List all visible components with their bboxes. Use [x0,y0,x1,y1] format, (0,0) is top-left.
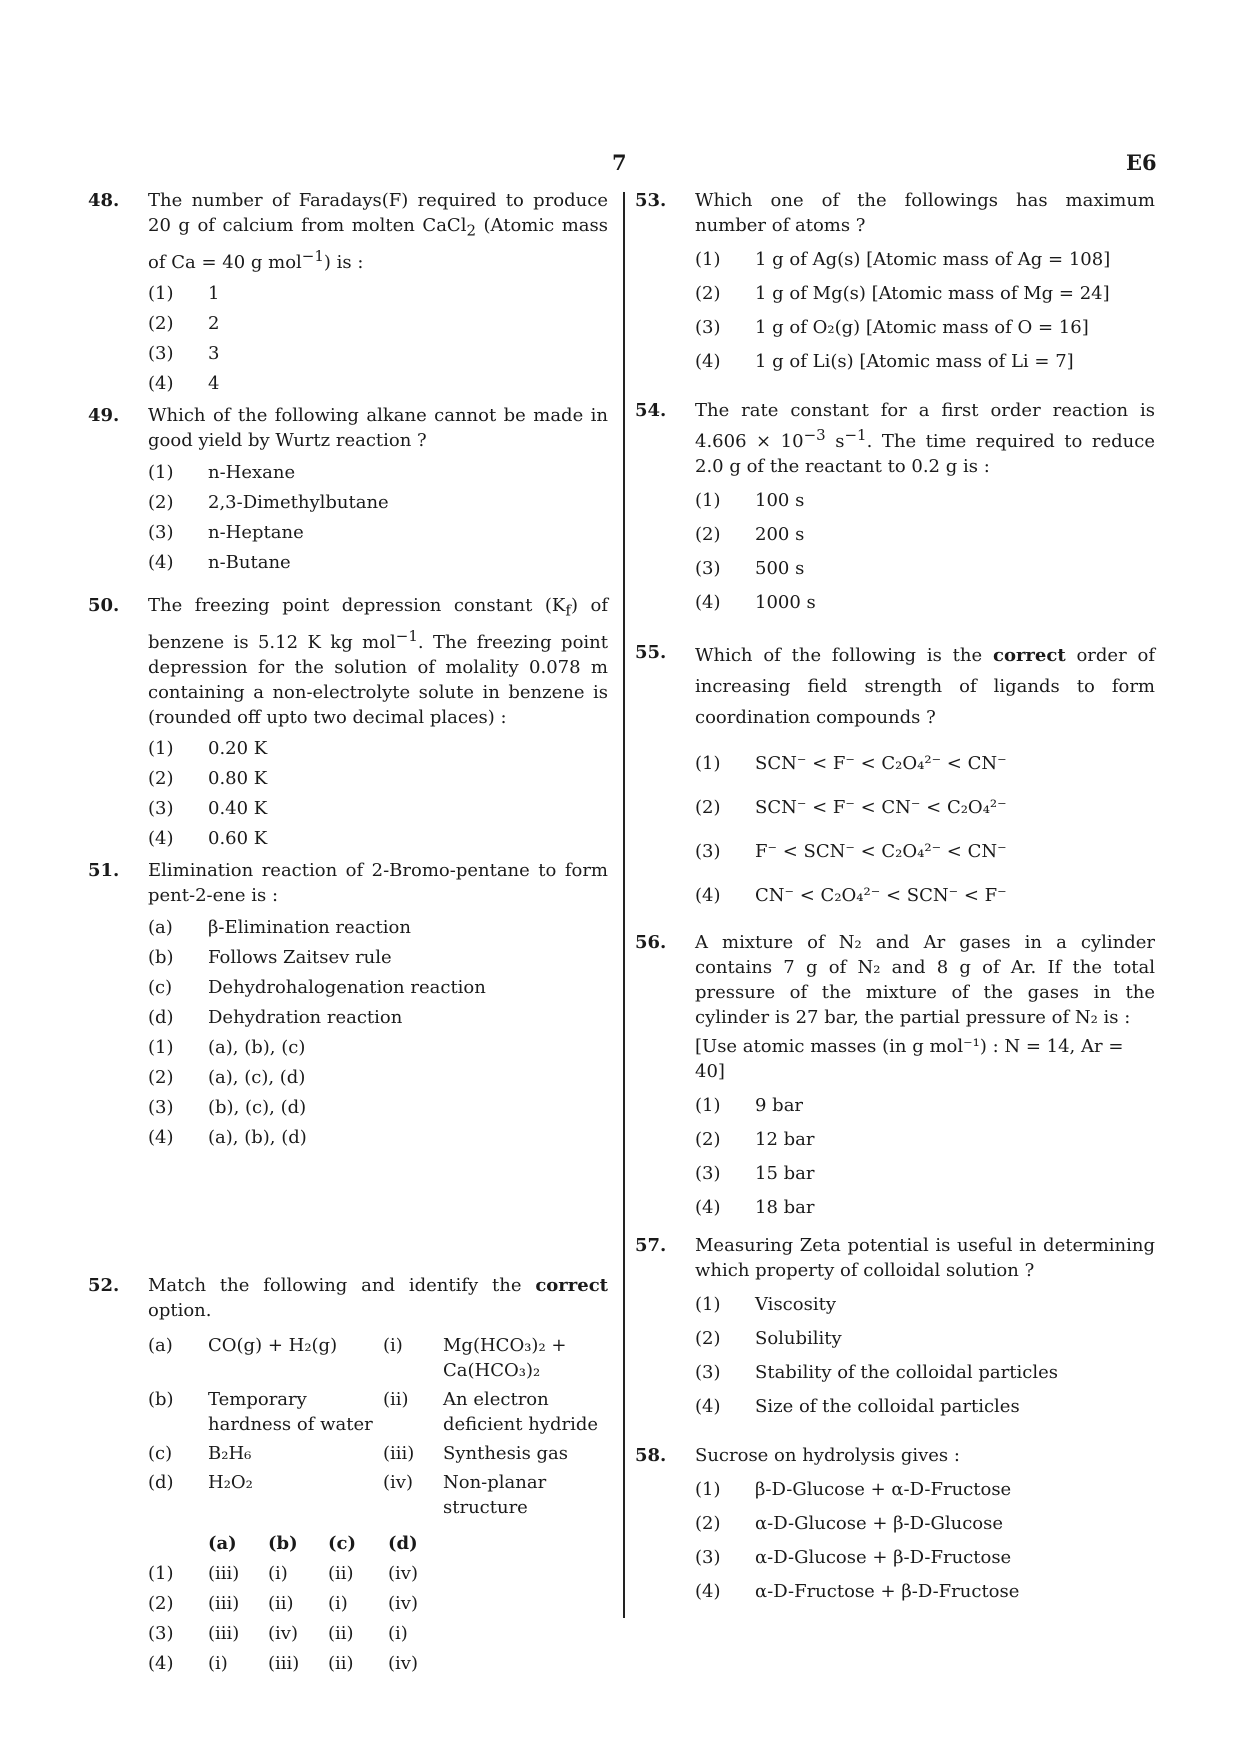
options-list [695,1472,1155,1608]
question-text: The number of Faradays(F) required to produce 20 g of calcium from molten CaCl$_2$ (Atomic mass of Ca = 40 g mol$^{-1}$) is : [148,190,608,273]
answer-header-row: (a) (b) (c) (d) [208,1532,418,1554]
statement-c: (c) Dehydrohalogenation reaction [148,976,486,998]
option-4[interactable]: (4) n-Butane [148,551,291,573]
question-number: 53. [635,190,667,211]
option-4[interactable]: (4) 1 g of Li(s) [Atomic mass of Li = 7] [695,350,1074,372]
question-text: Match the following and identify the correct option. [148,1275,608,1321]
question-48 [88,188,608,399]
question-58 [635,1443,1155,1608]
option-2[interactable]: (2) 2,3-Dimethylbutane [148,491,389,513]
option-1[interactable]: (1) 100 s [695,489,805,511]
option-1[interactable]: (1) (iii) (i) (ii) (iv) [148,1562,418,1584]
question-text: A mixture of N₂ and Ar gases in a cylinder contains 7 g of N₂ and 8 g of Ar. If the total pressure of the mixture of the gases in the cylinder is 27 bar, the partial pressure of N₂ is : [695,932,1155,1028]
question-56 [635,930,1155,1224]
option-4[interactable]: (4) (a), (b), (d) [148,1126,307,1148]
question-57 [635,1233,1155,1423]
question-text: The freezing point depression constant $(K_f)$ of benzene is 5.12 K kg mol$^{-1}$. The freezing point depression for the solution of molality 0.078 m containing a non-electrolyte solute in benzene is (rounded off upto two decimal places) : [148,595,609,728]
option-2[interactable]: (2) 0.80 K [148,768,268,790]
question-text: Which one of the followings has maximum number of atoms ? [695,190,1155,236]
option-3[interactable]: (3) 15 bar [695,1162,815,1184]
option-3[interactable]: (3) (b), (c), (d) [148,1096,307,1118]
question-number: 50. [88,595,120,616]
option-3[interactable]: (3) 0.40 K [148,798,268,820]
options-list [695,242,1155,378]
answer-table [148,1528,448,1678]
option-2[interactable]: (2) (iii) (ii) (i) (iv) [148,1592,418,1614]
question-52 [88,1273,608,1678]
statement-d: (d) Dehydration reaction [148,1006,403,1028]
question-text: Measuring Zeta potential is useful in determining which property of colloidal solution ? [695,1235,1155,1281]
option-3[interactable]: (3) 500 s [695,557,805,579]
option-3[interactable]: (3) Stability of the colloidal particles [695,1361,1058,1383]
option-2[interactable]: (2) α-D-Glucose + β-D-Glucose [695,1512,1004,1534]
question-text: Elimination reaction of 2-Bromo-pentane to form pent-2-ene is : [148,860,608,906]
option-2[interactable]: (2) 2 [148,313,220,335]
question-50 [88,593,608,854]
option-4[interactable]: (4) 4 [148,373,220,395]
question-text: Which of the following alkane cannot be made in good yield by Wurtz reaction ? [148,405,608,451]
option-2[interactable]: (2) 12 bar [695,1128,815,1150]
option-2[interactable]: (2) 200 s [695,523,805,545]
page-number: 7 [612,150,627,175]
question-number: 48. [88,190,120,211]
option-1[interactable]: (1) (a), (b), (c) [148,1036,306,1058]
option-1[interactable]: (1) 9 bar [695,1094,804,1116]
booklet-code: E6 [1126,150,1157,175]
question-number: 58. [635,1445,667,1466]
options-list [695,1287,1155,1423]
question-number: 54. [635,400,667,421]
option-4[interactable]: (4) α-D-Fructose + β-D-Fructose [695,1580,1020,1602]
statement-b: (b) Follows Zaitsev rule [148,946,392,968]
options-list [148,279,608,399]
option-3[interactable]: (3) (iii) (iv) (ii) (i) [148,1622,408,1644]
question-note: [Use atomic masses (in g mol⁻¹) : N = 14, Ar = 40] [695,1036,1124,1082]
option-2[interactable]: (2) (a), (c), (d) [148,1066,306,1088]
options-list [695,1088,1155,1224]
option-1[interactable]: (1) SCN⁻ < F⁻ < C₂O₄²⁻ < CN⁻ [695,752,1007,774]
match-row: (d) H₂O₂ (iv) Non-planar structure [148,1472,547,1518]
option-4[interactable]: (4) 1000 s [695,591,816,613]
option-3[interactable]: (3) n-Heptane [148,521,304,543]
option-2[interactable]: (2) Solubility [695,1327,842,1349]
question-number: 57. [635,1235,667,1256]
question-number: 51. [88,860,120,881]
option-4[interactable]: (4) (i) (iii) (ii) (iv) [148,1652,418,1674]
match-row: (a) CO(g) + H₂(g) (i) Mg(HCO₃)₂ + Ca(HCO₃)₂ [148,1335,567,1381]
option-2[interactable]: (2) 1 g of Mg(s) [Atomic mass of Mg = 24] [695,282,1110,304]
option-4[interactable]: (4) Size of the colloidal particles [695,1395,1020,1417]
option-1[interactable]: (1) 0.20 K [148,738,268,760]
option-1[interactable]: (1) 1 g of Ag(s) [Atomic mass of Ag = 108] [695,248,1111,270]
question-number: 55. [635,642,667,663]
options-list [148,457,608,577]
column-divider [623,192,625,1618]
option-1[interactable]: (1) n-Hexane [148,461,296,483]
options-list [695,483,1155,619]
option-3[interactable]: (3) 3 [148,343,220,365]
question-49 [88,403,608,577]
match-row: (b) Temporary hardness of water (ii) An electron deficient hydride [148,1389,599,1435]
match-row: (c) B₂H₆ (iii) Synthesis gas [148,1443,569,1464]
option-1[interactable]: (1) Viscosity [695,1293,836,1315]
question-number: 52. [88,1275,120,1296]
options-list [695,741,1155,917]
option-3[interactable]: (3) α-D-Glucose + β-D-Fructose [695,1546,1012,1568]
statement-a: (a) β-Elimination reaction [148,916,411,938]
option-4[interactable]: (4) 18 bar [695,1196,815,1218]
question-text: The rate constant for a first order reaction is $4.606 \times 10^{-3}$ $s^{-1}$. The time required to reduce 2.0 g of the reactant to 0.2 g is : [695,400,1155,477]
options-list [148,734,608,854]
question-53 [635,188,1155,378]
question-text: Sucrose on hydrolysis gives : [695,1445,960,1466]
statements-list [148,912,608,1152]
question-55 [635,640,1155,917]
question-number: 56. [635,932,667,953]
option-3[interactable]: (3) 1 g of O₂(g) [Atomic mass of O = 16] [695,316,1089,338]
option-2[interactable]: (2) SCN⁻ < F⁻ < CN⁻ < C₂O₄²⁻ [695,796,1007,818]
option-1[interactable]: (1) β-D-Glucose + α-D-Fructose [695,1478,1012,1500]
option-4[interactable]: (4) 0.60 K [148,828,268,850]
option-3[interactable]: (3) F⁻ < SCN⁻ < C₂O₄²⁻ < CN⁻ [695,840,1007,862]
option-4[interactable]: (4) CN⁻ < C₂O₄²⁻ < SCN⁻ < F⁻ [695,884,1007,906]
question-number: 49. [88,405,120,426]
option-1[interactable]: (1) 1 [148,283,220,305]
question-text: Which of the following is the correct order of increasing field strength of ligands to form coordination compounds ? [695,645,1155,728]
question-51 [88,858,608,1152]
match-table [148,1333,608,1524]
question-54 [635,398,1155,619]
